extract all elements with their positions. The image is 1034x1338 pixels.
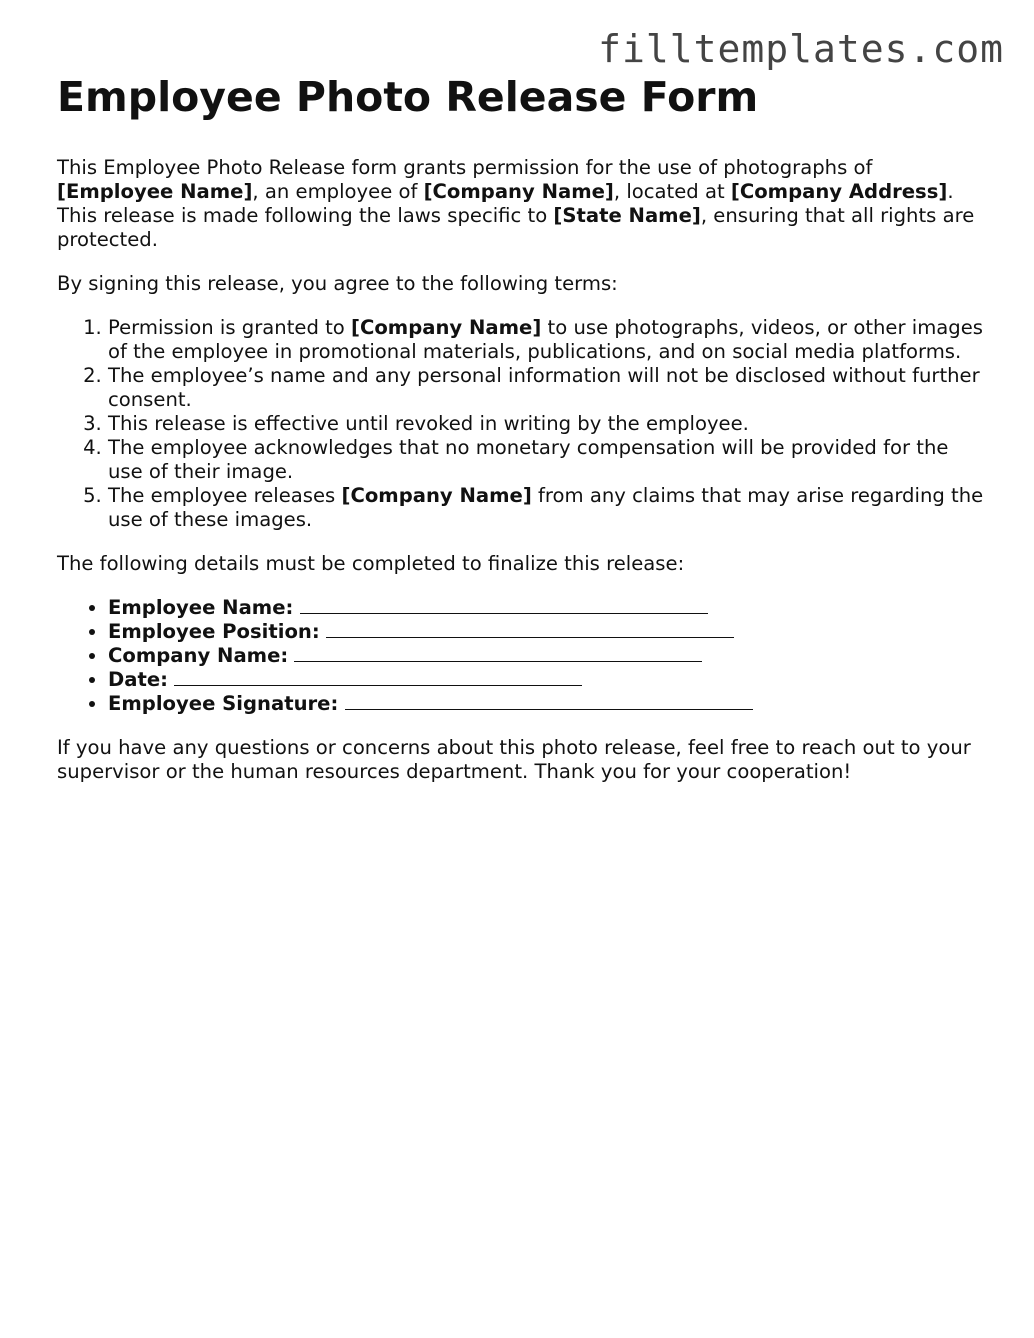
watermark: filltemplates.com — [598, 27, 1004, 71]
term-text: to use photographs, videos, or other images of the employee in promotional materials, publications, and on social media platforms. — [108, 316, 984, 363]
company-name-placeholder: [Company Name] — [341, 484, 532, 507]
company-name-placeholder: [Company Name] — [351, 316, 542, 339]
field-label: Employee Signature: — [108, 692, 339, 715]
field-label: Employee Name: — [108, 596, 294, 619]
intro-text: , located at — [613, 180, 731, 203]
agree-paragraph: By signing this release, you agree to the following terms: — [57, 272, 618, 295]
term-item-3: 3. This release is effective until revoked in writing by the employee. — [108, 412, 987, 436]
company-name-blank[interactable] — [294, 644, 702, 662]
term-item-4: 4. The employee acknowledges that no monetary compensation will be provided for the use of their image. — [108, 436, 987, 484]
term-text: Permission is granted to — [108, 316, 352, 339]
employee-signature-blank[interactable] — [345, 692, 753, 710]
field-employee-position — [108, 620, 987, 644]
intro-paragraph — [57, 156, 987, 252]
employee-position-blank[interactable] — [326, 620, 734, 638]
term-item-2: 2. The employee’s name and any personal information will not be disclosed without further consent. — [108, 364, 987, 412]
details-intro: The following details must be completed to finalize this release: — [57, 552, 685, 575]
company-name-placeholder: [Company Name] — [423, 180, 614, 203]
field-label: Employee Position: — [108, 620, 320, 643]
state-name-placeholder: [State Name] — [553, 204, 701, 227]
closing-paragraph: If you have any questions or concerns about this photo release, feel free to reach out to your supervisor or the human resources department. Thank you for your cooperation! — [57, 736, 971, 783]
field-company-name — [108, 644, 987, 668]
term-item-5 — [108, 484, 987, 532]
terms-list — [57, 316, 987, 532]
intro-text: , ensuring that all rights are protected. — [57, 204, 975, 251]
term-text: The employee releases — [108, 484, 342, 507]
term-text: from any claims that may arise regarding the use of these images. — [108, 484, 984, 531]
page-title: Employee Photo Release Form — [57, 73, 759, 121]
company-address-placeholder: [Company Address] — [730, 180, 948, 203]
document-body — [57, 72, 987, 804]
intro-text: . This release is made following the laws specific to — [57, 180, 954, 227]
employee-name-placeholder: [Employee Name] — [57, 180, 253, 203]
field-label: Company Name: — [108, 644, 289, 667]
field-employee-name — [108, 596, 987, 620]
intro-text: , an employee of — [252, 180, 424, 203]
intro-text: This Employee Photo Release form grants permission for the use of photographs of — [57, 156, 873, 179]
details-list — [57, 596, 987, 716]
date-blank[interactable] — [174, 668, 582, 686]
field-label: Date: — [108, 668, 168, 691]
field-employee-signature — [108, 692, 987, 716]
term-item-1 — [108, 316, 987, 364]
employee-name-blank[interactable] — [300, 596, 708, 614]
field-date — [108, 668, 987, 692]
